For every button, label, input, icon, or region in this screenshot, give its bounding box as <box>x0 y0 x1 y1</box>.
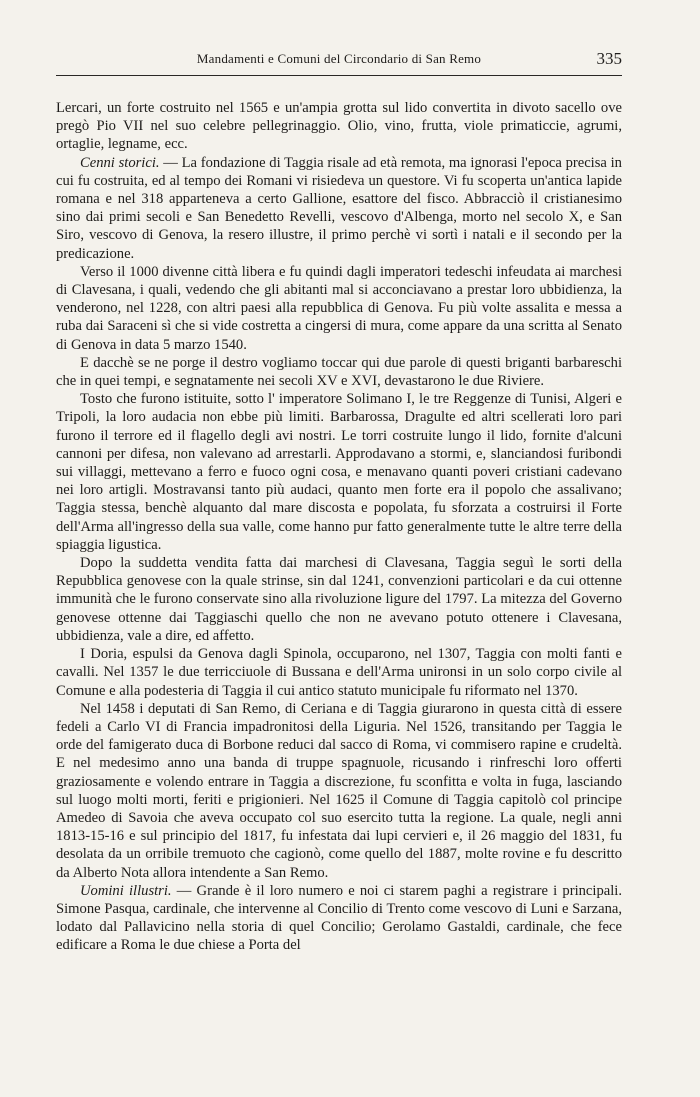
section-label-cenni-storici: Cenni storici. <box>80 154 160 171</box>
section-label-uomini-illustri: Uomini illustri. <box>80 882 172 899</box>
body-text <box>56 99 622 955</box>
paragraph-text: Verso il 1000 divenne città libera e fu quindi dagli imperatori tedeschi infeudata ai marchesi di Clavesana, i quali, vedendo che gli abitanti mal si acconciavano a prestar loro ubbidienza, la venderono, nel 1228, con altri paesi alla repubblica di Genova. Fu più volte assalita e messa a ruba dai Saraceni sì che si vide costretta a cingersi di mura, come appare da una scritta al Senato di Genova in data 5 marzo 1540. <box>56 263 622 353</box>
paragraph-6 <box>56 554 622 645</box>
paragraph-uomini-illustri <box>56 882 622 955</box>
running-header <box>56 49 622 71</box>
paragraph-text: Tosto che furono istituite, sotto l' imperatore Solimano I, le tre Reggenze di Tunisi, Algeri e Tripoli, la loro audacia non ebbe più limiti. Barbarossa, Dragulte ed altri scellerati loro pari furono il terrore ed il flagello degli avi nostri. Le torri costruite lungo il lido, fornite d'alcuni cannoni per difesa, non valevano ad arrestarli. Approdavano a stormi, e, slanciandosi furibondi sui villaggi, mettevano a ferro e fuoco ogni cosa, e menavano quanti poveri cristiani cadevano nei loro artigli. Mostravansi tanto più audaci, quanto men forte era il popolo che assalivano; Taggia stessa, benchè alquanto dal mare discosta e popolata, fu sforzata a costruirsi il Forte dell'Arma all'ingresso della sua valle, come hanno pur fatto generalmente tutte le altre terre della spiaggia ligustica. <box>56 391 622 553</box>
paragraph-text: E dacchè se ne porge il destro vogliamo toccar qui due parole di questi briganti barbareschi che in quei tempi, e segnatamente nei secoli XV e XVI, devastarono le due Riviere. <box>56 354 622 390</box>
paragraph-5 <box>56 390 622 554</box>
paragraph-text: Dopo la suddetta vendita fatta dai marchesi di Clavesana, Taggia seguì le sorti della Repubblica genovese con la quale strinse, sin dal 1241, convenzioni particolari e da cui ottenne immunità che le furono conservate sino alla rivoluzione ligure del 1797. La mitezza del Governo genovese ottenne dai Taggiaschi quello che non ne avevano potuto ottenere i Clavesana, ubbidienza, vale a dire, ed affetto. <box>56 555 622 644</box>
paragraph-text: — Grande è il loro numero e noi ci starem paghi a registrare i principali. Simone Pasqua, cardinale, che intervenne al Concilio di Trento come vescovo di Luni e Sarzana, lodato dal Pallavicino nella storia di quel Concilio; Gerolamo Gastaldi, cardinale, che fece edificare a Roma le due chiese a Porta del <box>56 882 622 954</box>
paragraph-1 <box>56 99 622 154</box>
paragraph-4 <box>56 354 622 390</box>
paragraph-7 <box>56 645 622 700</box>
paragraph-text: Nel 1458 i deputati di San Remo, di Ceriana e di Taggia giurarono in questa città di essere fedeli a Carlo VI di Francia impadronitosi della Liguria. Nel 1526, transitando per Taggia le orde del famigerato duca di Borbone reduci dal sacco di Roma, vi commisero rapine e crudeltà. E nel medesimo anno una banda di truppe spagnuole, ricusando i rinfreschi loro offerti graziosamente e volendo entrare in Taggia a discrezione, fu sconfitta e volta in fuga, lasciando sul luogo molti morti, feriti e prigionieri. Nel 1625 il Comune di Taggia capitolò col principe Amedeo di Savoia che aveva occupato col suo esercito tutta la regione. La quale, negli anni 1813-15-16 e sul principio del 1817, fu infestata dai lupi cervieri e, il 26 maggio del 1831, fu desolata da un orribile tremuoto che cagionò, come quello del 1887, molte rovine e fu descritto da Alberto Nota allora intendente a San Remo. <box>56 700 622 881</box>
paragraph-cenni-storici <box>56 154 622 263</box>
header-rule <box>56 75 622 76</box>
paragraph-text: I Doria, espulsi da Genova dagli Spinola, occuparono, nel 1307, Taggia con molti fanti e cavalli. Nel 1357 le due terricciuole di Bussana e dell'Arma unironsi in un solo corpo civile al Comune e alla podesteria di Taggia il cui antico statuto municipale fu riformato nel 1370. <box>56 646 622 699</box>
page-number: 335 <box>596 49 622 68</box>
running-title: Mandamenti e Comuni del Circondario di San Remo <box>196 51 482 66</box>
paragraph-text: — La fondazione di Taggia risale ad età remota, ma ignorasi l'epoca precisa in cui fu costruita, ed al tempo dei Romani vi risiedeva un questore. Vi fu scoperta un'antica lapide romana e nel 318 apparteneva a certo Gallione, esattore del fisco. Abbracciò il cristianesimo sino dai primi secoli e San Benedetto Revelli, vescovo d'Albenga, morto nel secolo X, e San Siro, vescovo di Genova, la resero illustre, il primo perchè vi sortì i natali e il secondo per la predicazione. <box>56 154 622 262</box>
paragraph-3 <box>56 263 622 354</box>
paragraph-8 <box>56 700 622 882</box>
paragraph-text: Lercari, un forte costruito nel 1565 e un'ampia grotta sul lido convertita in divoto sacello ove pregò Pio VII nel suo celebre pellegrinaggio. Olio, vino, frutta, viole primaticcie, agrumi, ortaglie, legname, ecc. <box>56 100 622 153</box>
